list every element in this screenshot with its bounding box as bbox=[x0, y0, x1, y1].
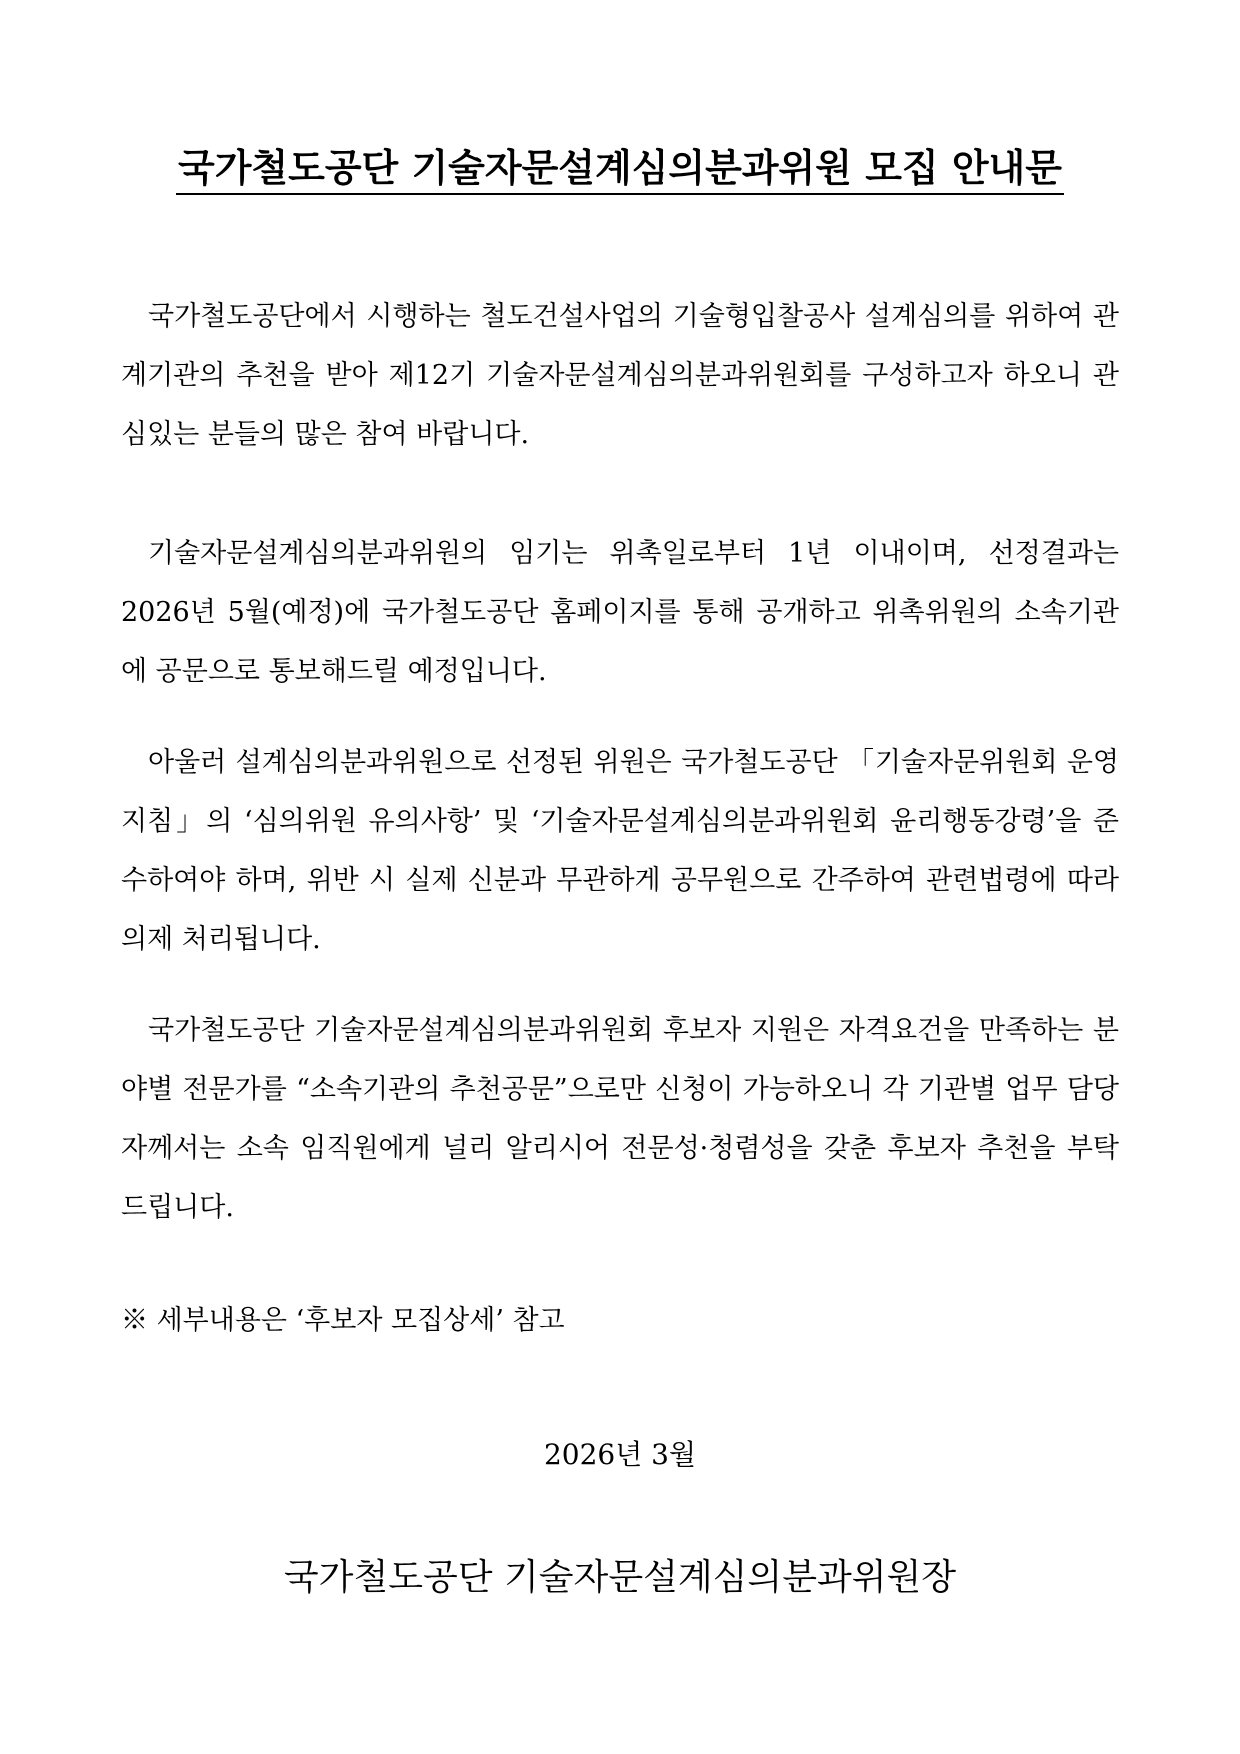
paragraph-term-and-results: 기술자문설계심의분과위원의 임기는 위촉일로부터 1년 이내이며, 선정결과는 2026년 5월(예정)에 국가철도공단 홈페이지를 통해 공개하고 위촉위원의 소속기관에 공문으로 통보해드릴 예정입니다. bbox=[121, 538, 1119, 687]
document-title bbox=[0, 138, 1240, 198]
issue-date: 2026년 3월 bbox=[543, 1438, 697, 1471]
reference-note: ※ 세부내용은 ‘후보자 모집상세’ 참고 bbox=[121, 1305, 565, 1336]
document-title-text: 국가철도공단 기술자문설계심의분과위원 모집 안내문 bbox=[176, 143, 1064, 195]
paragraph-compliance: 아울러 설계심의분과위원으로 선정된 위원은 국가철도공단 「기술자문위원회 운영지침」의 ‘심의위원 유의사항’ 및 ‘기술자문설계심의분과위원회 윤리행동강령’을 준수하여야 하며, 위반 시 실제 신분과 무관하게 공무원으로 간주하여 관련법령에 따라 의제 처리됩니다. bbox=[121, 747, 1119, 955]
issuer-signature: 국가철도공단 기술자문설계심의분과위원장 bbox=[283, 1557, 957, 1598]
paragraph-purpose: 국가철도공단에서 시행하는 철도건설사업의 기술형입찰공사 설계심의를 위하여 관계기관의 추천을 받아 제12기 기술자문설계심의분과위원회를 구성하고자 하오니 관심있는 분들의 많은 참여 바랍니다. bbox=[121, 301, 1119, 450]
paragraph-application: 국가철도공단 기술자문설계심의분과위원회 후보자 지원은 자격요건을 만족하는 분야별 전문가를 “소속기관의 추천공문”으로만 신청이 가능하오니 각 기관별 업무 담당자께서는 소속 임직원에게 널리 알리시어 전문성·청렴성을 갖춘 후보자 추천을 부탁드립니다. bbox=[121, 1015, 1119, 1223]
